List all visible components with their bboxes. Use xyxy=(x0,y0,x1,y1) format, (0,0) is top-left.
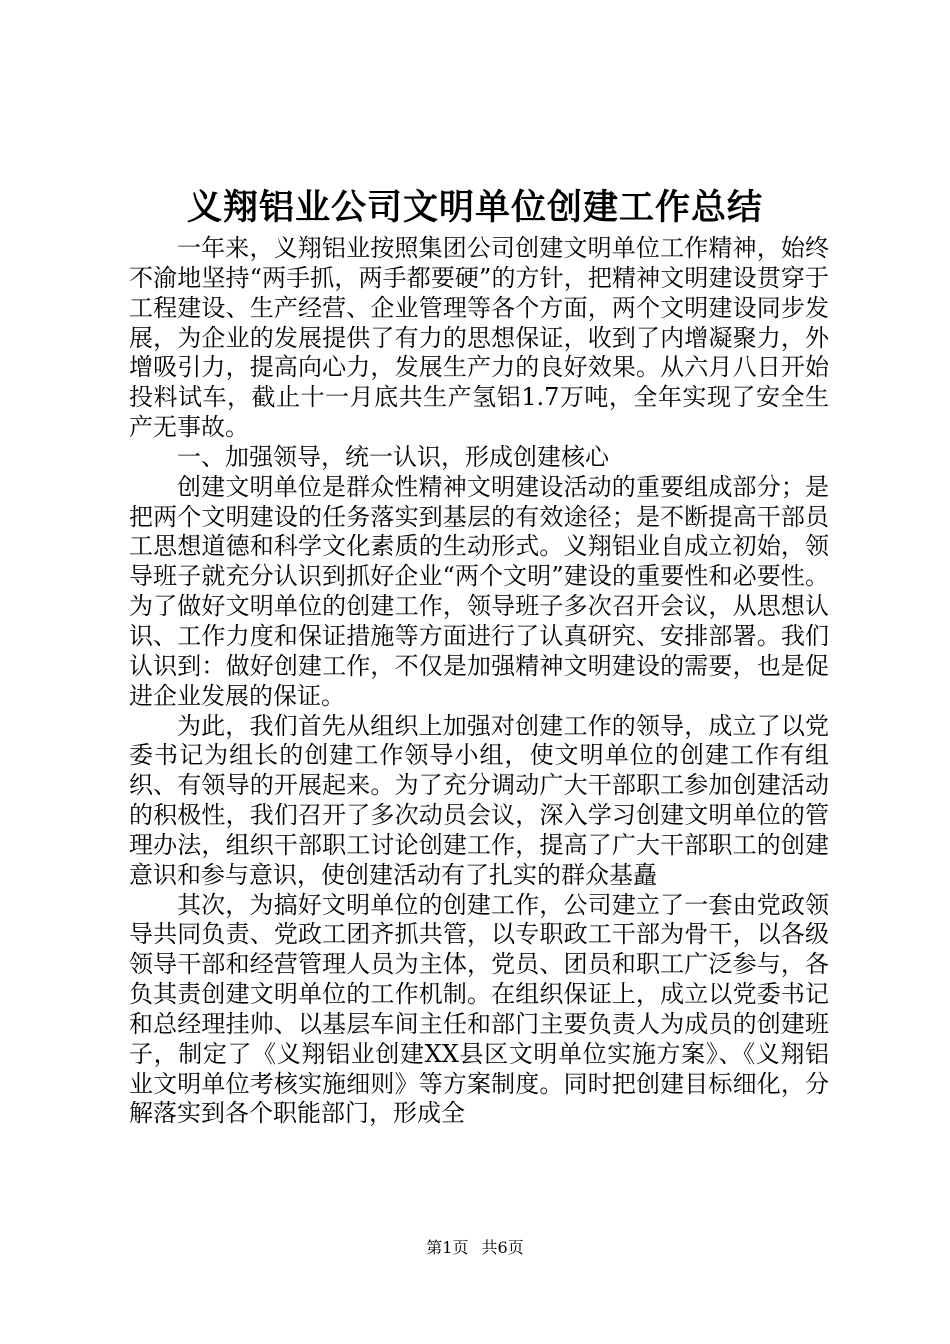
paragraph: 创建文明单位是群众性精神文明建设活动的重要组成部分；是把两个文明建设的任务落实到基层的有效途径；是不断提高干部员工思想道德和科学文化素质的生动形式。义翔铝业自成立初始，领导班子就充分认识到抓好企业“两个文明”建设的重要性和必要性。为了做好文明单位的创建工作，领导班子多次召开会议，从思想认识、工作力度和保证措施等方面进行了认真研究、安排部署。我们认识到：做好创建工作，不仅是加强精神文明建设的需要，也是促进企业发展的保证。 xyxy=(129,472,829,710)
page-number-total: 共6页 xyxy=(481,1238,524,1257)
document-body xyxy=(129,234,829,1129)
paragraph-intro: 一年来，义翔铝业按照集团公司创建文明单位工作精神，始终不渝地坚持“两手抓，两手都要硬”的方针，把精神文明建设贯穿于工程建设、生产经营、企业管理等各个方面，两个文明建设同步发展，为企业的发展提供了有力的思想保证，收到了内增凝聚力，外增吸引力，提高向心力，发展生产力的良好效果。从六月八日开始投料试车，截止十一月底共生产氢铝1.7万吨，全年实现了安全生产无事故。 xyxy=(129,234,829,442)
paragraph: 其次，为搞好文明单位的创建工作，公司建立了一套由党政领导共同负责、党政工团齐抓共管，以专职政工干部为骨干，以各级领导干部和经营管理人员为主体，党员、团员和职工广泛参与，各负其责创建文明单位的工作机制。在组织保证上，成立以党委书记和总经理挂帅、以基层车间主任和部门主要负责人为成员的创建班子，制定了《义翔铝业创建XX县区文明单位实施方案》、《义翔铝业文明单位考核实施细则》等方案制度。同时把创建目标细化，分解落实到各个职能部门，形成全 xyxy=(129,890,829,1128)
paragraph: 为此，我们首先从组织上加强对创建工作的领导，成立了以党委书记为组长的创建工作领导小组，使文明单位的创建工作有组织、有领导的开展起来。为了充分调动广大干部职工参加创建活动的积极性，我们召开了多次动员会议，深入学习创建文明单位的管理办法，组织干部职工讨论创建工作，提高了广大干部职工的创建意识和参与意识，使创建活动有了扎实的群众基矗 xyxy=(129,711,829,889)
section-heading: 一、加强领导，统一认识，形成创建核心 xyxy=(177,442,609,471)
page-footer xyxy=(0,1238,950,1258)
page-number-current: 第1页 xyxy=(426,1238,469,1257)
document-title: 义翔铝业公司文明单位创建工作总结 xyxy=(186,187,763,228)
